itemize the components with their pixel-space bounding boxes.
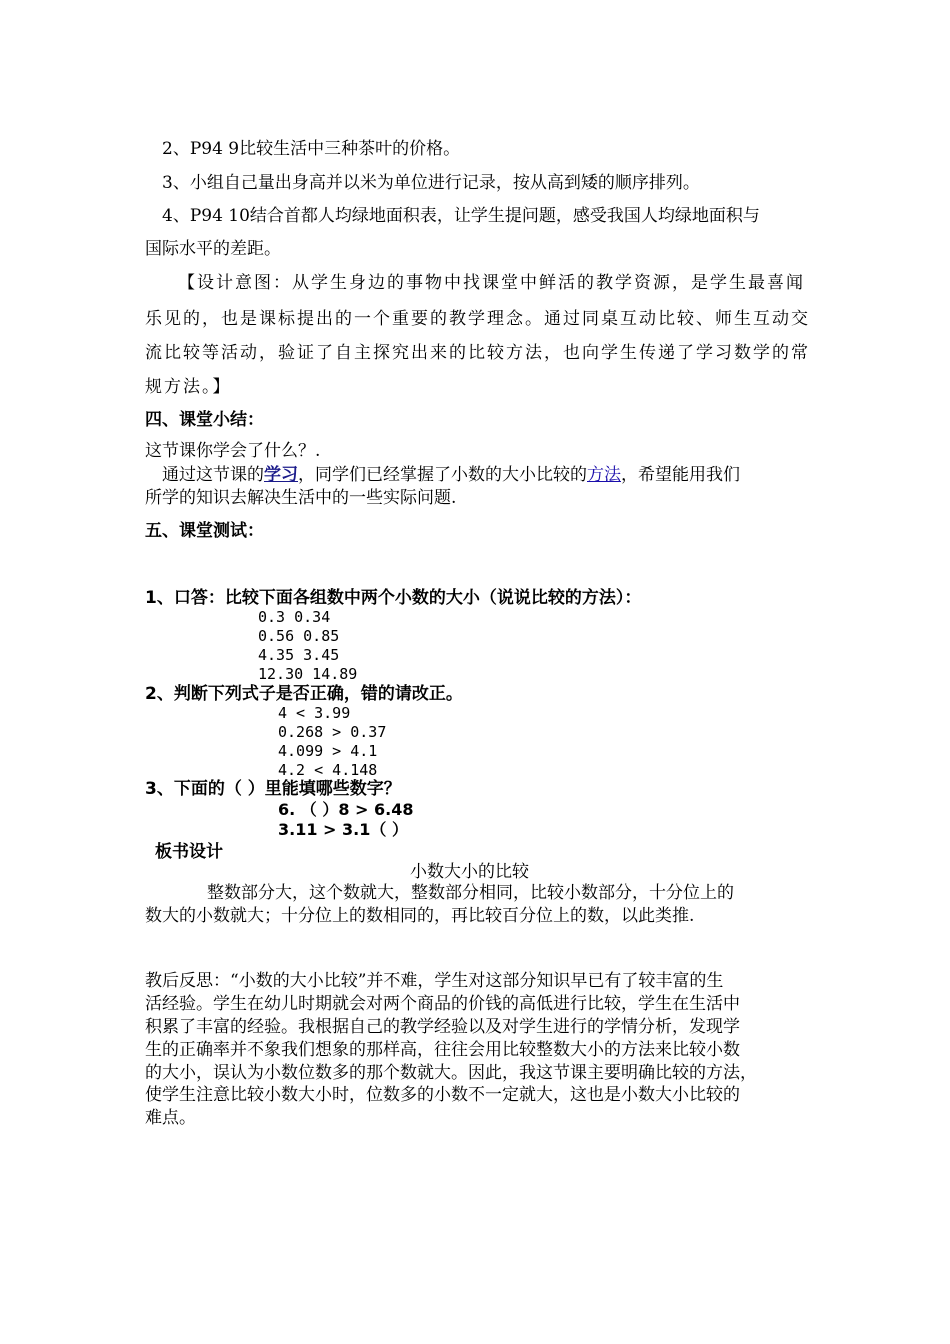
reflection-line-4: 生的正确率并不象我们想象的那样高，往往会用比较整数大小的方法来比较小数: [145, 1040, 740, 1060]
design-intent-line4: 规方法。】: [145, 377, 232, 397]
reflection-line-5: 的大小，误认为小数位数多的那个数就大。因此，我这节课主要明确比较的方法，: [145, 1063, 757, 1083]
link-study[interactable]: 学习: [264, 465, 298, 485]
board-title: 小数大小的比较: [410, 862, 529, 882]
summary-text-b: ，同学们已经掌握了小数的大小比较的: [298, 465, 587, 485]
q2-item-4: 4.2 < 4.148: [278, 761, 378, 779]
test-question-3: 3、下面的（ ）里能填哪些数字？: [145, 779, 401, 799]
reflection-line-3: 积累了丰富的经验。我根据自己的教学经验以及对学生进行的学情分析，发现学: [145, 1017, 740, 1037]
q1-item-3: 4.35 3.45: [258, 646, 340, 664]
reflection-line-6: 使学生注意比较小数大小时，位数多的小数不一定就大，这也是小数大小比较的: [145, 1085, 740, 1105]
board-line2: 数大的小数就大；十分位上的数相同的，再比较百分位上的数，以此类推.: [145, 906, 695, 926]
reflection-line-2: 活经验。学生在幼儿时期就会对两个商品的价钱的高低进行比较，学生在生活中: [145, 994, 740, 1014]
summary-paragraph-line1: [162, 467, 740, 484]
board-heading: 板书设计: [155, 842, 223, 862]
board-line1: 整数部分大，这个数就大，整数部分相同，比较小数部分，十分位上的: [207, 883, 734, 903]
practice-item-4-line1: 4、P94 10结合首都人均绿地面积表，让学生提问题，感受我国人均绿地面积与: [162, 206, 760, 226]
q3-item-2: 3.11 > 3.1（ ）: [278, 820, 408, 839]
reflection-line-1: 教后反思：“小数的大小比较”并不难，学生对这部分知识早已有了较丰富的生: [145, 971, 724, 991]
test-question-1: 1、口答：比较下面各组数中两个小数的大小（说说比较的方法）：: [145, 588, 642, 608]
practice-item-4-line2: 国际水平的差距。: [145, 239, 281, 259]
q1-item-1: 0.3 0.34: [258, 608, 331, 626]
practice-item-3: 3、小组自己量出身高并以米为单位进行记录，按从高到矮的顺序排列。: [162, 173, 700, 193]
link-method[interactable]: 方法: [587, 465, 621, 485]
q1-item-4: 12.30 14.89: [258, 665, 358, 683]
q3-item-1: 6. （ ）8 > 6.48: [278, 800, 414, 819]
summary-heading: 四、课堂小结：: [145, 410, 264, 430]
summary-text-a: 通过这节课的: [162, 465, 264, 485]
reflection-line-7: 难点。: [145, 1108, 196, 1128]
test-question-2: 2、判断下列式子是否正确，错的请改正。: [145, 684, 463, 704]
summary-paragraph-line2: 所学的知识去解决生活中的一些实际问题.: [145, 488, 457, 508]
test-heading: 五、课堂测试：: [145, 521, 264, 541]
q2-item-2: 0.268 > 0.37: [278, 723, 387, 741]
q2-item-1: 4 < 3.99: [278, 704, 351, 722]
summary-question: 这节课你学会了什么？.: [145, 441, 321, 461]
design-intent-line2: 乐见的，也是课标提出的一个重要的教学理念。通过同桌互动比较、师生互动交: [145, 309, 810, 329]
design-intent-line1: 【设计意图：从学生身边的事物中找课堂中鲜活的教学资源，是学生最喜闻: [178, 273, 805, 293]
summary-text-c: ，希望能用我们: [621, 465, 740, 485]
practice-item-2: 2、P94 9比较生活中三种茶叶的价格。: [162, 139, 461, 159]
q2-item-3: 4.099 > 4.1: [278, 742, 378, 760]
q1-item-2: 0.56 0.85: [258, 627, 340, 645]
design-intent-line3: 流比较等活动，验证了自主探究出来的比较方法，也向学生传递了学习数学的常: [145, 343, 810, 363]
